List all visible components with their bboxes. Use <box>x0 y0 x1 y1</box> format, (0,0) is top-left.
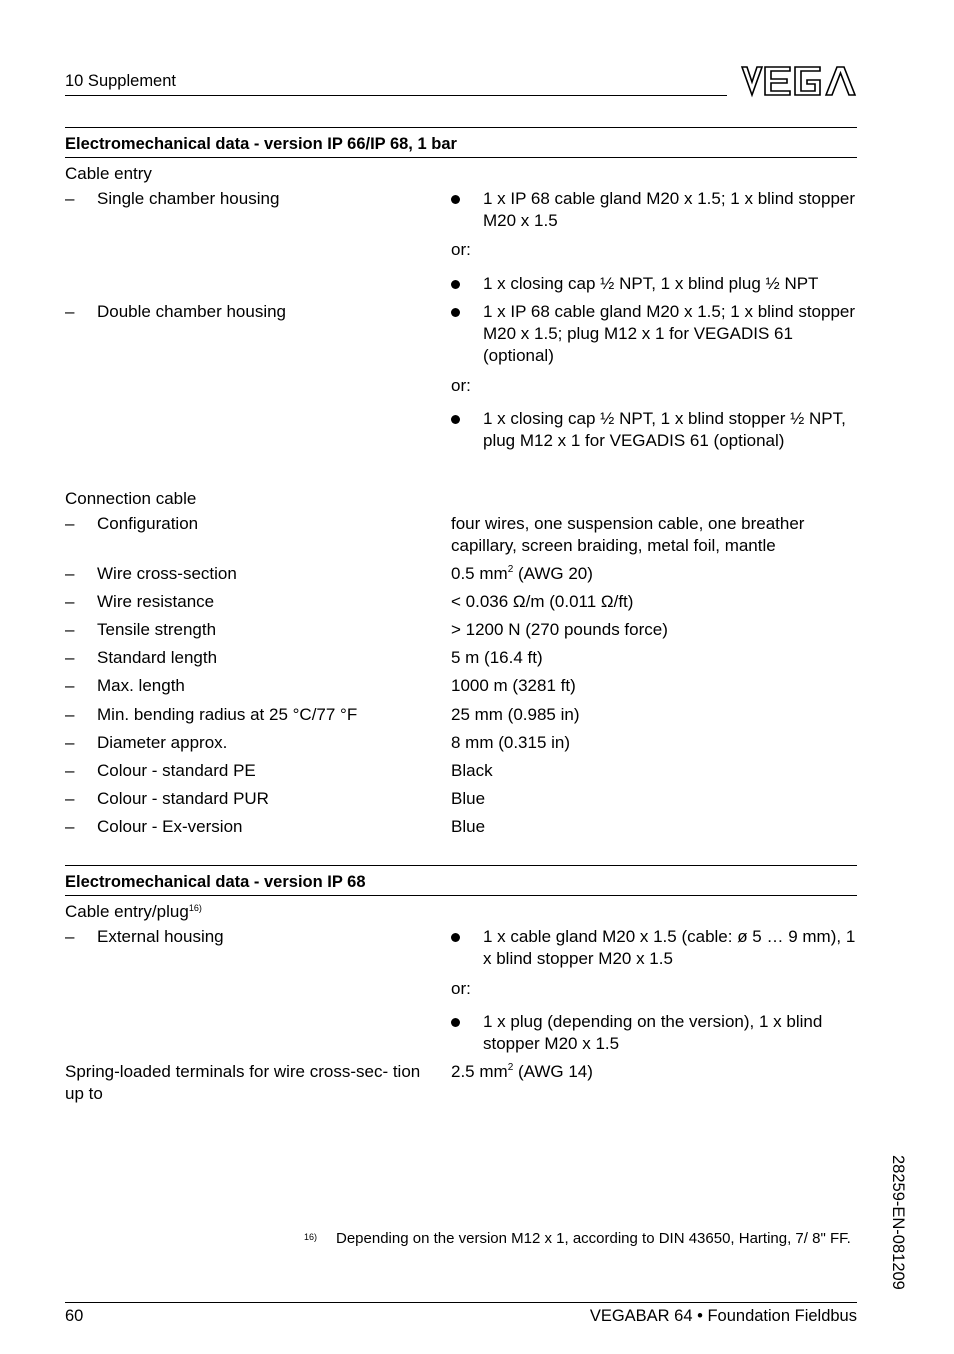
section1-title: Electromechanical data - version IP 66/IP 68, 1 bar <box>65 135 457 153</box>
external-housing-label: – External housing <box>65 927 224 946</box>
spec-label-wire-cross-section: – Wire cross-section <box>65 564 237 583</box>
footer-rule <box>65 1302 857 1303</box>
footer-product: VEGABAR 64 • Foundation Fieldbus <box>589 1307 857 1325</box>
document-code: 28259-EN-081209 <box>889 1155 907 1290</box>
spec-value-tensile-strength: > 1200 N (270 pounds force) <box>451 620 668 639</box>
spec-label-diameter: – Diameter approx. <box>65 733 228 752</box>
header-section-title: 10 Supplement <box>65 72 176 90</box>
spec-label-max-length: – Max. length <box>65 676 185 695</box>
external-housing-or: or: <box>451 979 471 998</box>
bullet-icon <box>451 308 460 317</box>
double-chamber-or: or: <box>451 376 471 395</box>
spec-label-standard-length: – Standard length <box>65 648 218 667</box>
section1-top-rule <box>65 127 857 128</box>
section2-title: Electromechanical data - version IP 68 <box>65 873 366 891</box>
spec-value-colour-ex: Blue <box>451 817 486 836</box>
spec-label-tensile-strength: – Tensile strength <box>65 620 217 639</box>
footnote-text: Depending on the version M12 x 1, according to DIN 43650, Harting, 7/ 8" FF. <box>336 1230 851 1247</box>
spec-value-bending-radius: 25 mm (0.985 in) <box>451 705 580 724</box>
cable-entry-label: Cable entry <box>65 164 152 183</box>
spec-value-max-length: 1000 m (3281 ft) <box>451 676 576 695</box>
single-chamber-or: or: <box>451 240 471 259</box>
spec-value-standard-length: 5 m (16.4 ft) <box>451 648 543 667</box>
spec-value-wire-resistance: < 0.036 Ω/m (0.011 Ω/ft) <box>451 592 634 611</box>
bullet-icon <box>451 933 460 942</box>
spec-value-diameter: 8 mm (0.315 in) <box>451 733 571 752</box>
spec-label-configuration: – Configuration <box>65 514 199 533</box>
bullet-icon <box>451 195 460 204</box>
double-chamber-label: – Double chamber housing <box>65 302 287 321</box>
spec-label-colour-ex: – Colour - Ex-version <box>65 817 243 836</box>
spec-label-wire-resistance: – Wire resistance <box>65 592 215 611</box>
terminals-value: 2.5 $mm^2$ (AWG 14) <box>451 1062 593 1081</box>
connection-cable-label: Connection cable <box>65 489 197 508</box>
cable-entry-plug-label: Cable entry/plug$^{16)}$ <box>65 902 202 921</box>
single-chamber-label: – Single chamber housing <box>65 189 280 208</box>
terminals-label: Spring-loaded terminals for wire cross-sec- tion up to <box>65 1062 421 1103</box>
spec-value-wire-cross-section: 0.5 $mm^2$ (AWG 20) <box>451 564 593 583</box>
spec-value-colour-pur: Blue <box>451 789 486 808</box>
page-number: 60 <box>65 1307 84 1325</box>
bullet-icon <box>451 280 460 289</box>
spec-label-bending-radius: – Min. bending radius at 25 °C/77 °F <box>65 705 358 724</box>
vega-logo <box>740 64 858 98</box>
spec-label-colour-pur: – Colour - standard PUR <box>65 789 269 808</box>
section2-title-rule <box>65 895 857 896</box>
spec-value-configuration: four wires, one suspension cable, one breather capillary, screen braiding, metal foil, mantle <box>451 514 805 555</box>
spec-label-colour-pe: – Colour - standard PE <box>65 761 256 780</box>
section1-title-rule <box>65 157 857 158</box>
header-rule <box>65 95 727 96</box>
section2-top-rule <box>65 865 857 866</box>
svg-text:VEGA: VEGA <box>740 64 743 65</box>
bullet-icon <box>451 415 460 424</box>
footnote-reference: 16) <box>188 903 202 913</box>
bullet-icon <box>451 1018 460 1027</box>
footnote-number: 16) <box>304 1232 318 1242</box>
spec-value-colour-pe: Black <box>451 761 493 780</box>
